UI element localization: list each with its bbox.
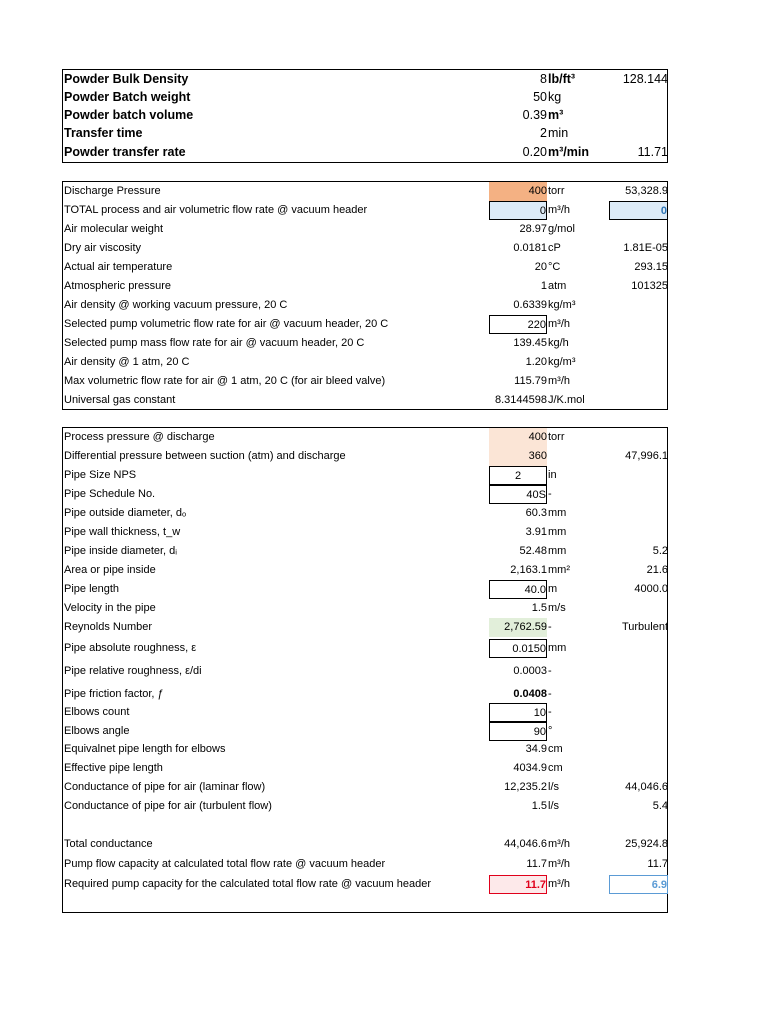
row-label: Conductance of pipe for air (turbulent flow) (64, 800, 272, 812)
row-label: Pipe wall thickness, t_w (64, 526, 181, 538)
row-label: Air molecular weight (64, 223, 164, 235)
required-pump-capacity-value: 11.7 (489, 875, 547, 894)
table-row (63, 239, 667, 258)
row-unit: °C (548, 261, 561, 273)
table-row (63, 542, 667, 561)
row-unit: - (548, 621, 552, 633)
row-extra (609, 334, 668, 353)
table-row (63, 182, 667, 201)
row-label: Reynolds Number (64, 621, 153, 633)
table-row (63, 315, 667, 334)
table-row (63, 599, 667, 618)
row-extra (609, 523, 668, 542)
row-unit: - (548, 688, 552, 700)
table-row (63, 485, 667, 504)
row-label: Pump flow capacity at calculated total flow rate @ vacuum header (64, 858, 386, 870)
table-row (63, 428, 667, 447)
row-value: 1.20 (525, 356, 547, 368)
row-unit: m³/h (548, 204, 570, 216)
process-pressure-value[interactable]: 400 (489, 428, 547, 447)
differential-pressure-value[interactable]: 360 (489, 447, 547, 466)
table-row (63, 466, 667, 485)
table-row (63, 296, 667, 315)
row-extra (609, 599, 668, 618)
table-row (63, 124, 667, 143)
elbows-angle-input[interactable]: 90 (489, 722, 547, 741)
row-unit: lb/ft³ (548, 72, 576, 86)
row-extra (609, 504, 668, 523)
table-row (63, 685, 667, 704)
row-label: Atmospheric pressure (64, 280, 171, 292)
row-extra (609, 124, 668, 143)
row-unit: m³/h (548, 878, 570, 890)
row-label: Required pump capacity for the calculated total flow rate @ vacuum header (64, 878, 432, 890)
row-unit: - (548, 488, 552, 500)
row-value[interactable]: 50 (533, 90, 547, 104)
row-label: Powder Batch weight (64, 90, 191, 104)
row-label: Powder transfer rate (64, 145, 186, 159)
powder-properties-table (62, 69, 668, 163)
row-extra (609, 353, 668, 372)
row-extra: 128.144 (622, 72, 668, 86)
row-value: 44,046.6 (504, 838, 547, 850)
row-extra: 5.4 (652, 800, 668, 812)
table-row (63, 523, 667, 542)
row-unit: mm (548, 507, 567, 519)
row-label: Equivalnet pipe length for elbows (64, 743, 226, 755)
row-value: 12,235.2 (504, 781, 547, 793)
row-extra: 53,328.9 (625, 185, 668, 197)
row-extra (609, 485, 668, 504)
row-extra (609, 722, 668, 741)
row-unit: atm (548, 280, 567, 292)
row-extra: 11.71 (637, 145, 668, 159)
row-label: Conductance of pipe for air (laminar flow) (64, 781, 266, 793)
row-extra (609, 296, 668, 315)
row-label: Pipe inside diameter, dᵢ (64, 545, 178, 557)
row-label: Selected pump mass flow rate for air @ vacuum header, 20 C (64, 337, 365, 349)
table-row (63, 855, 667, 874)
required-pump-capacity-extra: 6.9 (609, 875, 668, 894)
row-label: Pipe friction factor, ƒ (64, 688, 164, 700)
total-flow-rate-extra[interactable]: 0 (609, 201, 668, 220)
row-unit: cP (548, 242, 561, 254)
row-value[interactable]: 8 (540, 72, 547, 86)
table-row (63, 875, 667, 894)
pipe-length-input[interactable]: 40.0 (489, 580, 547, 599)
row-unit: m³/min (548, 145, 589, 159)
row-unit: min (548, 126, 569, 140)
row-value[interactable]: 0.39 (522, 108, 547, 122)
row-label: Transfer time (64, 126, 143, 140)
table-row (63, 759, 667, 778)
table-row (63, 88, 667, 107)
row-value: 1.5 (531, 800, 547, 812)
row-unit: cm (548, 762, 563, 774)
row-unit: mm (548, 545, 567, 557)
table-row (63, 722, 667, 741)
row-extra (609, 740, 668, 759)
row-extra (609, 106, 668, 125)
row-extra (609, 220, 668, 239)
row-extra (609, 315, 668, 334)
row-value: 0.6339 (513, 299, 547, 311)
row-value: 1 (540, 280, 547, 292)
row-unit: mm (548, 642, 567, 654)
row-value: 115.79 (514, 375, 547, 387)
table-row (63, 835, 667, 854)
row-extra (609, 759, 668, 778)
row-unit: g/mol (548, 223, 575, 235)
row-extra: 5.2 (652, 545, 668, 557)
row-value: 0.0181 (513, 242, 547, 254)
row-unit: m³/h (548, 318, 570, 330)
row-unit: kg/m³ (548, 356, 576, 368)
reynolds-number-value: 2,762.59 (489, 618, 547, 637)
row-value: 2,163.1 (510, 564, 547, 576)
table-row (63, 447, 667, 466)
row-label: Dry air viscosity (64, 242, 142, 254)
table-row (63, 372, 667, 391)
row-unit: J/K.mol (548, 394, 585, 406)
row-label: Effective pipe length (64, 762, 163, 774)
row-value: 0.0003 (513, 665, 547, 677)
table-row (63, 504, 667, 523)
row-extra (609, 391, 668, 410)
row-label: Pipe Size NPS (64, 469, 137, 481)
table-row (63, 106, 667, 125)
row-unit: mm² (548, 564, 570, 576)
row-extra (609, 662, 668, 681)
table-row (63, 334, 667, 353)
row-value: 0.20 (522, 145, 547, 159)
table-row (63, 258, 667, 277)
flow-regime-label: Turbulent (621, 621, 668, 633)
table-row (63, 353, 667, 372)
row-unit: - (548, 665, 552, 677)
row-label: Total conductance (64, 838, 153, 850)
table-row (63, 662, 667, 681)
row-value[interactable]: 2 (540, 126, 547, 140)
row-extra: 47,996.1 (625, 450, 668, 462)
row-unit: kg/h (548, 337, 569, 349)
row-unit: l/s (548, 781, 559, 793)
row-extra: 21.6 (646, 564, 668, 576)
table-row (63, 639, 667, 658)
row-label: TOTAL process and air volumetric flow rate @ vacuum header (64, 204, 368, 216)
row-unit (548, 447, 608, 466)
row-unit: ° (548, 725, 553, 737)
row-unit: cm (548, 743, 563, 755)
row-unit: torr (548, 431, 565, 443)
table-row (63, 703, 667, 722)
row-unit: - (548, 706, 552, 718)
row-label: Max volumetric flow rate for air @ 1 atm, 20 C (for air bleed valve) (64, 375, 386, 387)
row-value: 20 (534, 261, 547, 273)
row-unit: m³/h (548, 858, 570, 870)
row-extra: 293.15 (634, 261, 668, 273)
row-label: Process pressure @ discharge (64, 431, 215, 443)
row-value: 11.7 (526, 858, 547, 870)
discharge-pressure-input[interactable]: 400 (489, 182, 547, 201)
row-value: 60.3 (525, 507, 547, 519)
row-extra: 25,924.8 (625, 838, 668, 850)
row-label: Powder batch volume (64, 108, 194, 122)
table-row (63, 143, 667, 162)
row-label: Pipe absolute roughness, ε (64, 642, 197, 654)
row-extra: 11.7 (647, 858, 668, 870)
table-row (63, 70, 667, 89)
row-extra (609, 428, 668, 447)
row-value: 28.97 (519, 223, 547, 235)
row-label: Universal gas constant (64, 394, 176, 406)
row-label: Discharge Pressure (64, 185, 161, 197)
row-label: Velocity in the pipe (64, 602, 156, 614)
row-value: 1.5 (531, 602, 547, 614)
row-extra (609, 703, 668, 722)
row-unit: mm (548, 526, 567, 538)
pipe-size-input[interactable]: 2 (489, 466, 547, 485)
row-unit: kg/m³ (548, 299, 576, 311)
row-extra: 101325 (631, 280, 668, 292)
table-row (63, 220, 667, 239)
row-extra: 1.81E-05 (623, 242, 668, 254)
row-extra (609, 466, 668, 485)
row-unit: in (548, 469, 557, 481)
row-unit: m/s (548, 602, 566, 614)
row-unit: m³/h (548, 375, 570, 387)
row-label: Elbows angle (64, 725, 130, 737)
table-row (63, 561, 667, 580)
row-label: Pipe outside diameter, dₒ (64, 507, 187, 519)
elbows-count-input[interactable]: 10 (489, 703, 547, 722)
row-unit: kg (548, 90, 562, 104)
row-value: 3.91 (525, 526, 547, 538)
table-row (63, 618, 667, 637)
table-row (63, 277, 667, 296)
row-unit: torr (548, 185, 565, 197)
friction-factor-value: 0.0408 (513, 688, 547, 700)
row-label: Pipe Schedule No. (64, 488, 156, 500)
row-label: Area or pipe inside (64, 564, 156, 576)
row-label: Pipe length (64, 583, 120, 595)
row-value: 52.48 (519, 545, 547, 557)
row-unit: m³ (548, 108, 564, 122)
total-flow-rate-input[interactable]: 0 (489, 201, 547, 220)
pipe-conductance-table (62, 427, 668, 913)
row-label: Elbows count (64, 706, 130, 718)
row-label: Selected pump volumetric flow rate for air @ vacuum header, 20 C (64, 318, 389, 330)
selected-pump-flow-input[interactable]: 220 (489, 315, 547, 334)
air-properties-table (62, 181, 668, 410)
table-row (63, 391, 667, 410)
row-label: Differential pressure between suction (atm) and discharge (64, 450, 346, 462)
row-label: Actual air temperature (64, 261, 173, 273)
table-row (63, 797, 667, 816)
row-value: 8.3144598 (495, 394, 547, 406)
table-row (63, 201, 667, 220)
pipe-schedule-input[interactable]: 40S (489, 485, 547, 504)
row-extra (609, 685, 668, 704)
row-value: 139.45 (513, 337, 547, 349)
table-row (63, 740, 667, 759)
row-unit: l/s (548, 800, 559, 812)
table-row (63, 778, 667, 797)
row-extra: 44,046.6 (625, 781, 668, 793)
row-label: Pipe relative roughness, ε/di (64, 665, 202, 677)
row-extra (609, 372, 668, 391)
row-label: Powder Bulk Density (64, 72, 189, 86)
row-value: 4034.9 (513, 762, 547, 774)
pipe-roughness-input[interactable]: 0.0150 (489, 639, 547, 658)
row-extra: 4000.0 (634, 583, 668, 595)
table-row (63, 580, 667, 599)
row-label: Air density @ working vacuum pressure, 20 C (64, 299, 288, 311)
row-label: Air density @ 1 atm, 20 C (64, 356, 190, 368)
row-unit: m³/h (548, 838, 570, 850)
row-extra (609, 88, 668, 107)
row-unit: m (548, 583, 558, 595)
row-value: 34.9 (525, 743, 547, 755)
row-extra (609, 639, 668, 658)
